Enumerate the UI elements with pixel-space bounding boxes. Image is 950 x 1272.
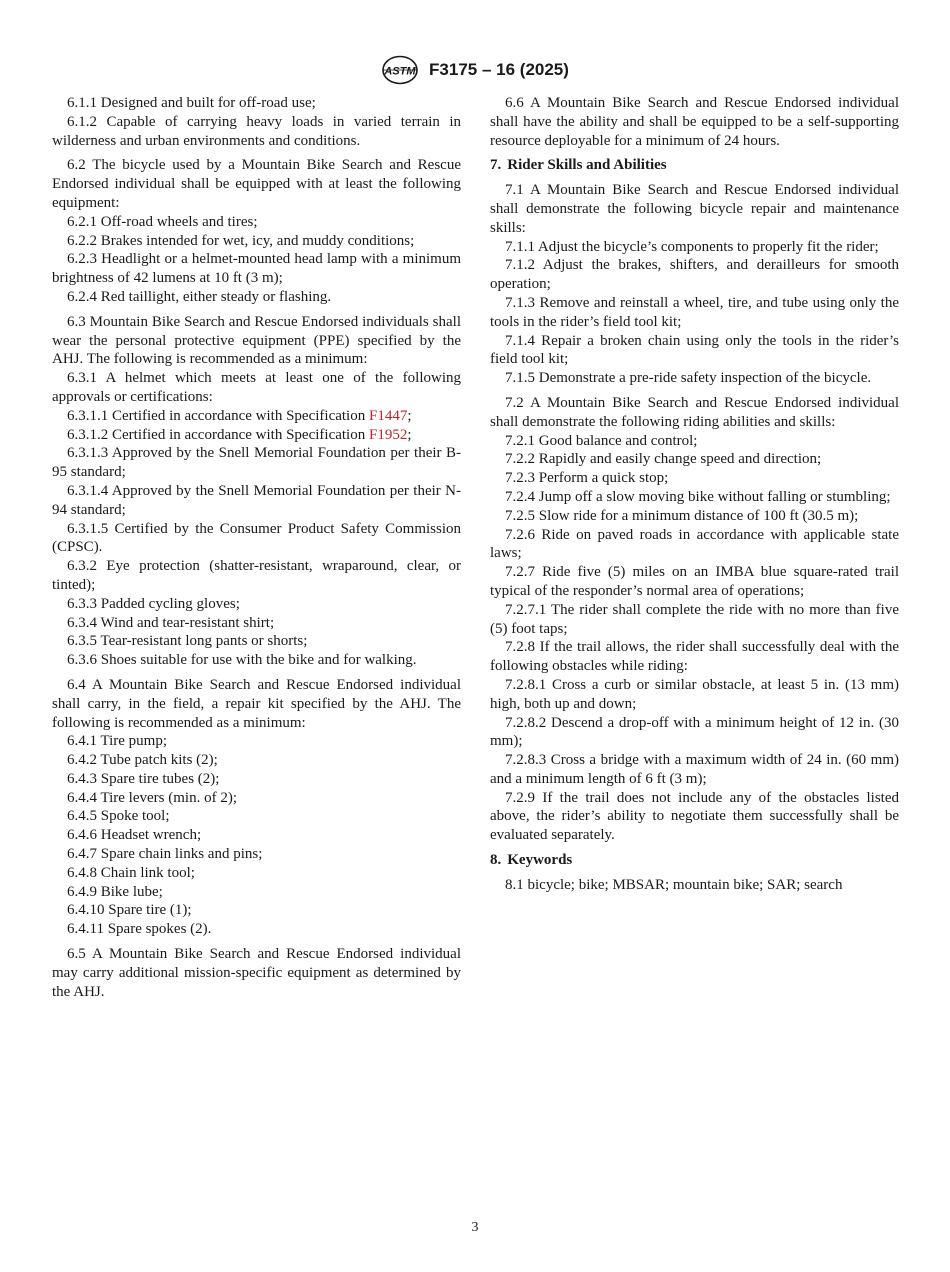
paragraph (52, 94, 461, 113)
paragraph (52, 426, 461, 445)
paragraph (52, 444, 461, 482)
paragraph (52, 826, 461, 845)
paragraph (490, 394, 899, 432)
paragraph-text: 6.3.1.5 Certified by the Consumer Product Safety Commission (CPSC). (52, 520, 461, 556)
paragraph (52, 520, 461, 558)
paragraph-text: 7.2.8 If the trail allows, the rider shall successfully deal with the following obstacles while riding: (490, 639, 899, 675)
paragraph (52, 807, 461, 826)
paragraph (52, 789, 461, 808)
paragraph (490, 256, 899, 294)
paragraph (52, 482, 461, 520)
astm-logo-text: ASTM (384, 65, 416, 78)
paragraph-text: 6.2.4 Red taillight, either steady or flashing. (67, 288, 332, 305)
right-column (490, 94, 899, 895)
paragraph (52, 901, 461, 920)
paragraph-text: 6.3.6 Shoes suitable for use with the bike and for walking. (67, 652, 417, 669)
paragraph (52, 945, 461, 1001)
paragraph (490, 714, 899, 752)
paragraph-text: 7.1 A Mountain Bike Search and Rescue Endorsed individual shall demonstrate the following bicycle repair and maintenance skills: (490, 182, 899, 236)
page-header (0, 55, 950, 85)
paragraph (52, 920, 461, 939)
paragraph-text: 6.1.2 Capable of carrying heavy loads in varied terrain in wilderness and urban environments and conditions. (52, 113, 461, 149)
paragraph (490, 238, 899, 257)
paragraph-text: 6.4.7 Spare chain links and pins; (67, 846, 263, 863)
paragraph-text: 7.2.2 Rapidly and easily change speed and direction; (505, 451, 822, 468)
paragraph (52, 213, 461, 232)
paragraph (490, 638, 899, 676)
paragraph-text: 6.3.5 Tear-resistant long pants or shorts; (67, 633, 308, 650)
paragraph-text: 6.3 Mountain Bike Search and Rescue Endorsed individuals shall wear the personal protective equipment (PPE) specified by the AHJ. The following is recommended as a minimum: (52, 313, 461, 368)
paragraph (490, 601, 899, 639)
paragraph-text: 6.6 A Mountain Bike Search and Rescue Endorsed individual shall have the ability and shall be equipped to be a self-supporting resource deployable for a minimum of 24 hours. (490, 95, 899, 149)
paragraph-text: 6.2.2 Brakes intended for wet, icy, and muddy conditions; (67, 232, 415, 249)
paragraph-text: 6.3.1.2 Certified in accordance with Specification (67, 426, 369, 443)
paragraph-text: 6.1.1 Designed and built for off-road use; (67, 95, 316, 111)
paragraph-text: 6.3.1 A helmet which meets at least one of the following approvals or certifications: (52, 370, 461, 405)
paragraph (52, 113, 461, 151)
paragraph-text: 6.3.3 Padded cycling gloves; (67, 595, 240, 612)
astm-logo-icon (381, 55, 419, 85)
paragraph (490, 181, 899, 237)
paragraph-text: 7.2.6 Ride on paved roads in accordance with applicable state laws; (490, 526, 899, 562)
paragraph (490, 332, 899, 370)
paragraph-text: 6.4.9 Bike lube; (67, 883, 163, 900)
paragraph-text: 7.1.4 Repair a broken chain using only the tools in the rider’s field tool kit; (490, 332, 899, 368)
paragraph-text: 6.4.1 Tire pump; (67, 733, 168, 750)
paragraph-text-end: ; (407, 426, 412, 443)
specification-link[interactable]: F1447 (368, 407, 408, 424)
paragraph-text: 6.4.10 Spare tire (1); (67, 902, 192, 919)
paragraph (52, 864, 461, 883)
paragraph-text: 6.4.4 Tire levers (min. of 2); (67, 789, 237, 806)
paragraph (490, 450, 899, 469)
paragraph-text: 6.5 A Mountain Bike Search and Rescue Endorsed individual may carry additional mission-specific equipment as determined by the AHJ. (52, 946, 461, 1000)
paragraph (490, 507, 899, 526)
paragraph-text: 7.2.7.1 The rider shall complete the ride with no more than five (5) foot taps; (490, 601, 899, 637)
paragraph (52, 614, 461, 633)
section-number: 7. (490, 157, 502, 174)
paragraph (490, 563, 899, 601)
paragraph-text: 6.4 A Mountain Bike Search and Rescue Endorsed individual shall carry, in the field, a repair kit specified by the AHJ. The following is recommended as a minimum: (52, 676, 461, 731)
paragraph (52, 595, 461, 614)
paragraph (490, 876, 899, 895)
paragraph-text: 6.4.2 Tube patch kits (2); (67, 752, 218, 769)
page-number: 3 (471, 1220, 479, 1235)
paragraph (52, 751, 461, 770)
paragraph-text: 6.3.1.4 Approved by the Snell Memorial Foundation per their N-94 standard; (52, 482, 461, 518)
paragraph-text: 7.2.8.1 Cross a curb or similar obstacle, at least 5 in. (13 mm) high, both up and down; (490, 676, 899, 712)
paragraph-text: 6.4.3 Spare tire tubes (2); (67, 770, 220, 787)
specification-link[interactable]: F1952 (368, 426, 408, 443)
paragraph (490, 432, 899, 451)
paragraph-text: 7.2.8.2 Descend a drop-off with a minimum height of 12 in. (30 mm); (490, 714, 899, 750)
paragraph (52, 676, 461, 732)
paragraph (490, 488, 899, 507)
paragraph-text: 7.1.1 Adjust the bicycle’s components to properly fit the rider; (505, 238, 879, 255)
paragraph-text: 7.2.5 Slow ride for a minimum distance of 100 ft (30.5 m); (505, 507, 859, 524)
paragraph (52, 369, 461, 407)
paragraph-text-end: ; (407, 407, 412, 424)
section-heading (490, 851, 899, 870)
paragraph-text: 7.2.8.3 Cross a bridge with a maximum width of 24 in. (60 mm) and a minimum length of 6 ft (3 m); (490, 752, 899, 787)
paragraph-text: 8.1 bicycle; bike; MBSAR; mountain bike; SAR; search (505, 876, 843, 893)
paragraph (490, 676, 899, 714)
paragraph-text: 6.4.11 Spare spokes (2). (67, 921, 212, 938)
paragraph (52, 845, 461, 864)
paragraph-text: 7.2.4 Jump off a slow moving bike without falling or stumbling; (505, 488, 891, 505)
section-heading (490, 156, 899, 175)
paragraph-text: 6.3.1.3 Approved by the Snell Memorial Foundation per their B-95 standard; (52, 445, 461, 481)
paragraph (52, 557, 461, 595)
paragraph (490, 751, 899, 789)
paragraph (490, 526, 899, 564)
paragraph (490, 789, 899, 845)
paragraph (52, 407, 461, 426)
left-column (52, 94, 461, 1001)
paragraph-text: 7.1.3 Remove and reinstall a wheel, tire, and tube using only the tools in the rider’s field tool kit; (490, 294, 899, 330)
paragraph (52, 883, 461, 902)
paragraph (490, 369, 899, 388)
paragraph (52, 232, 461, 251)
paragraph-text: 7.2.3 Perform a quick stop; (505, 470, 669, 487)
paragraph (52, 770, 461, 789)
paragraph (490, 94, 899, 150)
section-title: Rider Skills and Abilities (507, 157, 667, 174)
paragraph-text: 7.2.9 If the trail does not include any of the obstacles listed above, the rider’s ability to negotiate them successfully shall be evaluated separately. (490, 789, 899, 844)
section-number: 8. (490, 852, 502, 869)
paragraph (52, 288, 461, 307)
paragraph-text: 7.1.2 Adjust the brakes, shifters, and derailleurs for smooth operation; (490, 257, 899, 293)
paragraph (52, 732, 461, 751)
paragraph (490, 469, 899, 488)
section-title: Keywords (507, 852, 573, 869)
paragraph (52, 156, 461, 212)
paragraph-text: 6.2.3 Headlight or a helmet-mounted head lamp with a minimum brightness of 42 lumens at 10 ft (3 m); (52, 251, 461, 287)
paragraph (52, 313, 461, 369)
standard-designation: F3175 – 16 (2025) (429, 60, 569, 79)
paragraph-text: 6.4.5 Spoke tool; (67, 808, 170, 825)
paragraph (490, 294, 899, 332)
paragraph (52, 250, 461, 288)
paragraph-text: 6.2 The bicycle used by a Mountain Bike Search and Rescue Endorsed individual shall be equipped with at least the following equipment: (52, 157, 461, 211)
paragraph-text: 7.2.7 Ride five (5) miles on an IMBA blue square-rated trail typical of the responder’s normal area of operations; (490, 564, 899, 599)
paragraph-text: 6.4.6 Headset wrench; (67, 827, 202, 844)
paragraph-text: 6.3.2 Eye protection (shatter-resistant, wraparound, clear, or tinted); (52, 558, 461, 593)
paragraph-text: 7.2 A Mountain Bike Search and Rescue Endorsed individual shall demonstrate the following riding abilities and skills: (490, 394, 899, 430)
paragraph-text: 7.1.5 Demonstrate a pre-ride safety inspection of the bicycle. (505, 370, 872, 387)
paragraph-text: 6.4.8 Chain link tool; (67, 864, 195, 881)
paragraph (52, 651, 461, 670)
paragraph-text: 6.3.4 Wind and tear-resistant shirt; (67, 614, 275, 631)
paragraph-text: 6.2.1 Off-road wheels and tires; (67, 213, 258, 230)
paragraph (52, 632, 461, 651)
paragraph-text: 7.2.1 Good balance and control; (505, 432, 698, 449)
paragraph-text: 6.3.1.1 Certified in accordance with Specification (67, 407, 369, 424)
